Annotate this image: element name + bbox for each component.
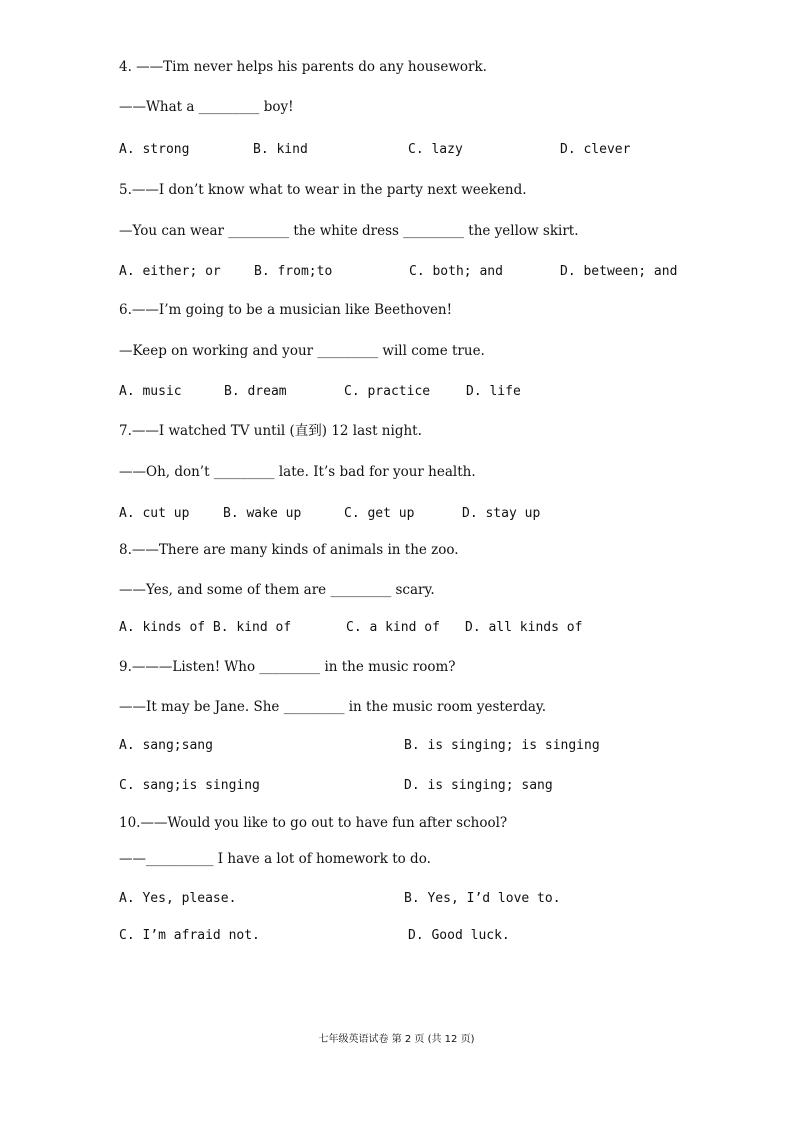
question-7-option-d: D. stay up (462, 506, 541, 521)
question-7-option-b: B. wake up (223, 506, 302, 521)
question-4-option-b: B. kind (253, 142, 308, 157)
question-10-option-d: D. Good luck. (408, 928, 510, 943)
question-5-response: —You can wear _________ the white dress _________ the yellow skirt. (119, 223, 579, 239)
question-6-response: —Keep on working and your _________ will come true. (119, 343, 485, 359)
question-10-option-c: C. I’m afraid not. (119, 928, 260, 943)
question-7-option-a: A. cut up (119, 506, 190, 521)
question-9-option-b: B. is singing; is singing (404, 738, 600, 753)
page-footer: 七年级英语试卷 第 2 页 (共 12 页) (318, 1034, 475, 1045)
question-4-prompt: 4. ——Tim never helps his parents do any housework. (119, 59, 487, 75)
question-7-prompt: 7.——I watched TV until (直到) 12 last night. (119, 423, 422, 439)
question-9-option-c: C. sang;is singing (119, 778, 260, 793)
question-5-option-a: A. either; or (119, 264, 221, 279)
question-10-option-a: A. Yes, please. (119, 891, 237, 906)
question-9-response: ——It may be Jane. She _________ in the music room yesterday. (119, 699, 547, 715)
question-7-response: ——Oh, don’t _________ late. It’s bad for your health. (119, 464, 476, 480)
question-4-option-c: C. lazy (408, 142, 463, 157)
question-10-prompt: 10.——Would you like to go out to have fun after school? (119, 815, 508, 831)
question-9-option-d: D. is singing; sang (404, 778, 553, 793)
question-4-option-d: D. clever (560, 142, 631, 157)
question-6-option-c: C. practice (344, 384, 431, 399)
question-4-response: ——What a _________ boy! (119, 99, 294, 115)
question-5-option-d: D. between; and (560, 264, 678, 279)
question-8-option-ab: A. kinds of B. kind of (119, 620, 292, 635)
question-10-option-b: B. Yes, I’d love to. (404, 891, 561, 906)
question-6-prompt: 6.——I’m going to be a musician like Beethoven! (119, 302, 453, 318)
question-8-prompt: 8.——There are many kinds of animals in the zoo. (119, 542, 459, 558)
question-6-option-b: B. dream (224, 384, 287, 399)
question-9-option-a: A. sang;sang (119, 738, 213, 753)
question-5-option-c: C. both; and (409, 264, 503, 279)
question-10-response: ——__________ I have a lot of homework to do. (119, 851, 431, 867)
question-8-option-d: D. all kinds of (465, 620, 583, 635)
question-8-option-c: C. a kind of (346, 620, 440, 635)
question-7-option-c: C. get up (344, 506, 415, 521)
question-5-prompt: 5.——I don’t know what to wear in the party next weekend. (119, 182, 527, 198)
question-4-option-a: A. strong (119, 142, 190, 157)
question-8-response: ——Yes, and some of them are _________ scary. (119, 582, 435, 598)
question-6-option-d: D. life (466, 384, 521, 399)
question-5-option-b: B. from;to (254, 264, 333, 279)
question-6-option-a: A. music (119, 384, 182, 399)
question-9-prompt: 9.———Listen! Who _________ in the music room? (119, 659, 456, 675)
